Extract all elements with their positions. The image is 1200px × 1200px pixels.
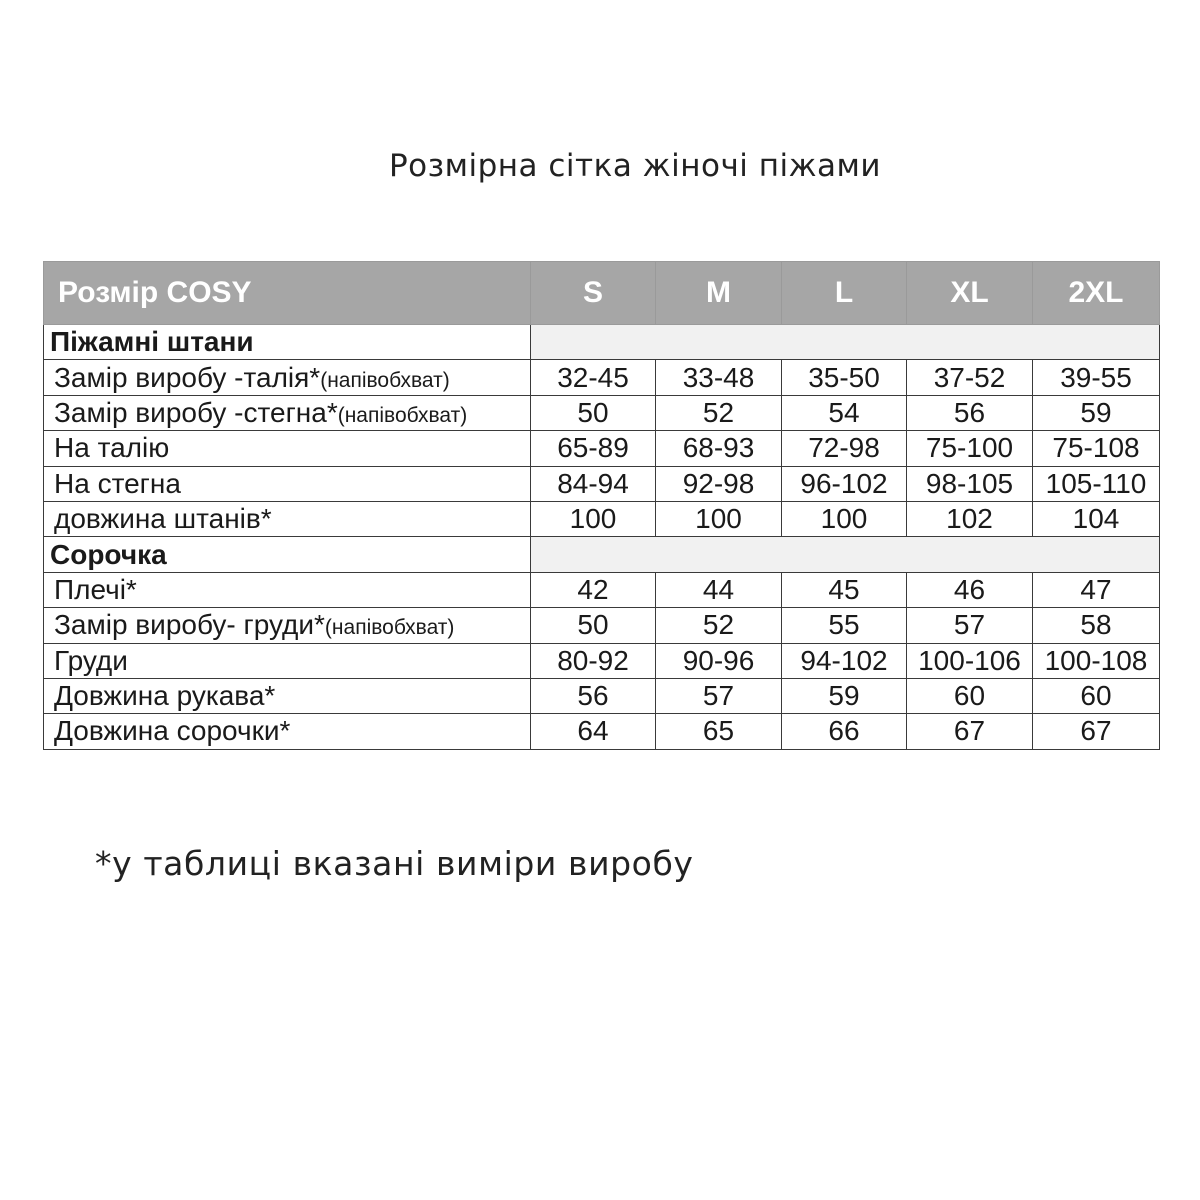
table-row: [44, 678, 1160, 713]
measurement-value: 75-100: [907, 431, 1033, 466]
measurement-name: Замір виробу -стегна*: [54, 396, 338, 428]
measurement-value: 60: [907, 678, 1033, 713]
measurement-value: 72-98: [782, 431, 907, 466]
size-header-2xl: 2XL: [1033, 262, 1160, 325]
measurement-value: 104: [1033, 501, 1160, 536]
measurement-value: 47: [1033, 572, 1160, 607]
measurement-value: 45: [782, 572, 907, 607]
measurement-value: 52: [656, 608, 782, 643]
footnote: *у таблиці вказані виміри виробу: [95, 844, 694, 883]
measurement-value: 39-55: [1033, 360, 1160, 395]
measurement-label: [44, 714, 531, 749]
section-title: Піжамні штани: [44, 325, 531, 360]
measurement-value: 60: [1033, 678, 1160, 713]
measurement-label: [44, 572, 531, 607]
measurement-value: 50: [531, 608, 656, 643]
measurement-value: 100: [782, 501, 907, 536]
measurement-note: (напівобхват): [320, 368, 450, 392]
measurement-value: 54: [782, 395, 907, 430]
header-row: [44, 262, 1160, 325]
measurement-name: Замір виробу- груди*: [54, 609, 325, 641]
measurement-value: 37-52: [907, 360, 1033, 395]
measurement-value: 98-105: [907, 466, 1033, 501]
section-row: [44, 325, 1160, 360]
measurement-value: 50: [531, 395, 656, 430]
size-header-xl: XL: [907, 262, 1033, 325]
table-row: [44, 572, 1160, 607]
measurement-value: 100: [531, 501, 656, 536]
measurement-value: 100-106: [907, 643, 1033, 678]
table-row: [44, 608, 1160, 643]
section-filler: [531, 325, 1160, 360]
measurement-value: 65: [656, 714, 782, 749]
table-row: [44, 501, 1160, 536]
measurement-name: На стегна: [54, 467, 181, 499]
measurement-value: 67: [907, 714, 1033, 749]
measurement-label: [44, 360, 531, 395]
measurement-value: 57: [656, 678, 782, 713]
measurement-value: 59: [782, 678, 907, 713]
measurement-value: 32-45: [531, 360, 656, 395]
measurement-label: [44, 395, 531, 430]
measurement-value: 55: [782, 608, 907, 643]
table-row: [44, 360, 1160, 395]
measurement-value: 75-108: [1033, 431, 1160, 466]
measurement-note: (напівобхват): [337, 403, 468, 427]
table-row: [44, 431, 1160, 466]
measurement-label: [44, 501, 531, 536]
table-row: [44, 466, 1160, 501]
size-chart-table: [43, 261, 1160, 750]
measurement-name: Плечі*: [54, 573, 137, 605]
measurement-value: 67: [1033, 714, 1160, 749]
measurement-value: 84-94: [531, 466, 656, 501]
measurement-value: 94-102: [782, 643, 907, 678]
measurement-value: 52: [656, 395, 782, 430]
table-row: [44, 395, 1160, 430]
page-title: Розмірна сітка жіночі піжами: [388, 148, 882, 184]
measurement-label: [44, 466, 531, 501]
measurement-value: 68-93: [656, 431, 782, 466]
measurement-name: Довжина рукава*: [54, 680, 276, 712]
measurement-value: 44: [656, 572, 782, 607]
measurement-name: На талію: [54, 432, 170, 464]
section-row: [44, 537, 1160, 572]
measurement-label: [44, 608, 531, 643]
measurement-value: 33-48: [656, 360, 782, 395]
measurement-value: 59: [1033, 395, 1160, 430]
measurement-value: 102: [907, 501, 1033, 536]
measurement-value: 35-50: [782, 360, 907, 395]
header-label: Розмір COSY: [44, 262, 531, 325]
size-header-l: L: [782, 262, 907, 325]
measurement-name: Довжина сорочки*: [54, 715, 291, 747]
measurement-value: 58: [1033, 608, 1160, 643]
measurement-value: 100-108: [1033, 643, 1160, 678]
measurement-value: 65-89: [531, 431, 656, 466]
measurement-label: [44, 643, 531, 678]
measurement-value: 56: [531, 678, 656, 713]
size-header-s: S: [531, 262, 656, 325]
table-row: [44, 714, 1160, 749]
measurement-name: довжина штанів*: [54, 503, 272, 535]
section-filler: [531, 537, 1160, 572]
measurement-value: 56: [907, 395, 1033, 430]
measurement-value: 105-110: [1033, 466, 1160, 501]
measurement-name: Груди: [54, 644, 128, 676]
measurement-name: Замір виробу -талія*: [54, 361, 321, 393]
table-row: [44, 643, 1160, 678]
measurement-value: 46: [907, 572, 1033, 607]
measurement-label: [44, 431, 531, 466]
measurement-value: 42: [531, 572, 656, 607]
measurement-value: 100: [656, 501, 782, 536]
measurement-value: 90-96: [656, 643, 782, 678]
measurement-value: 92-98: [656, 466, 782, 501]
section-title: Сорочка: [44, 537, 531, 572]
size-header-m: M: [656, 262, 782, 325]
measurement-value: 64: [531, 714, 656, 749]
measurement-value: 57: [907, 608, 1033, 643]
measurement-value: 96-102: [782, 466, 907, 501]
measurement-note: (напівобхват): [324, 616, 455, 640]
measurement-value: 80-92: [531, 643, 656, 678]
measurement-label: [44, 678, 531, 713]
measurement-value: 66: [782, 714, 907, 749]
